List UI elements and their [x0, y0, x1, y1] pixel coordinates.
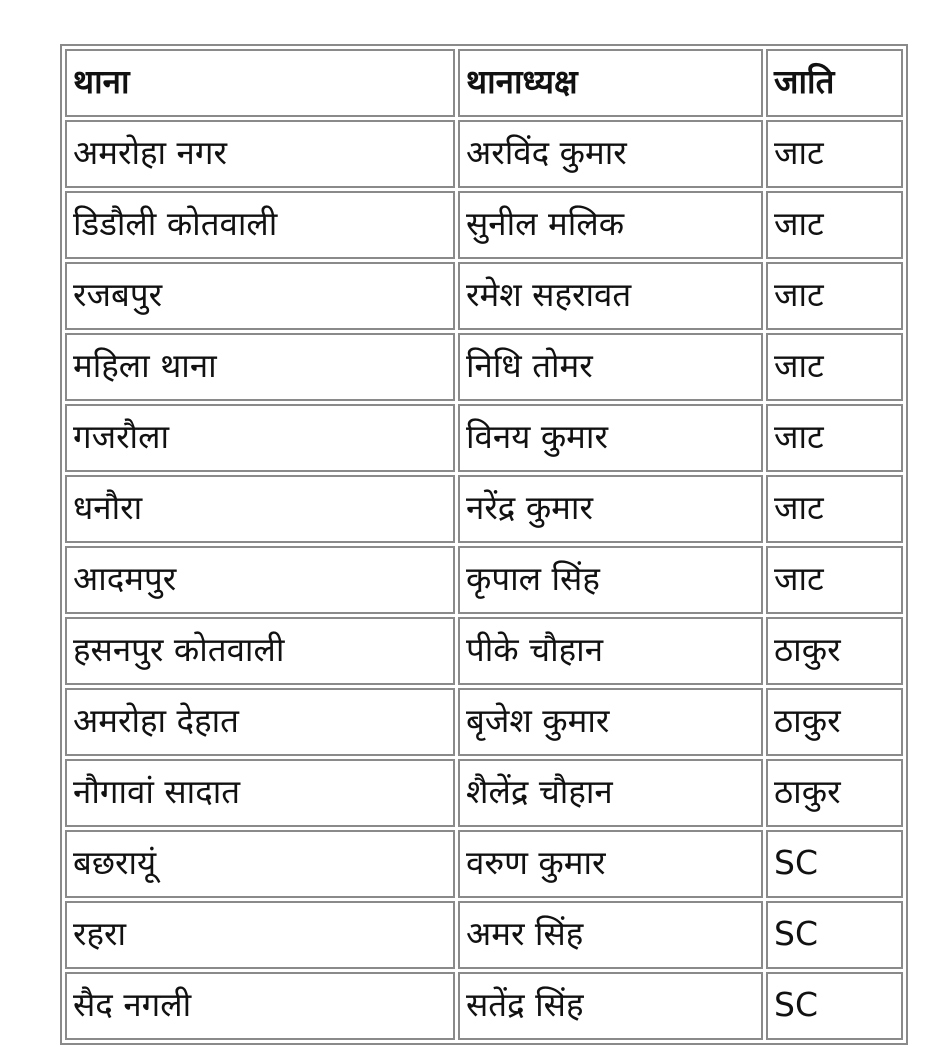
header-officer: थानाध्यक्ष [458, 49, 763, 117]
cell-officer: नरेंद्र कुमार [458, 475, 763, 543]
cell-officer: वरुण कुमार [458, 830, 763, 898]
table-row [65, 191, 903, 259]
table-row [65, 404, 903, 472]
cell-caste: ठाकुर [766, 759, 903, 827]
cell-station: हसनपुर कोतवाली [65, 617, 455, 685]
police-station-table [60, 44, 908, 1045]
header-caste: जाति [766, 49, 903, 117]
table-header [65, 49, 903, 117]
cell-station: रजबपुर [65, 262, 455, 330]
cell-caste: SC [766, 901, 903, 969]
cell-caste: जाट [766, 191, 903, 259]
cell-station: रहरा [65, 901, 455, 969]
cell-caste: जाट [766, 546, 903, 614]
cell-officer: शैलेंद्र चौहान [458, 759, 763, 827]
table-row [65, 475, 903, 543]
cell-caste: जाट [766, 333, 903, 401]
cell-station: अमरोहा देहात [65, 688, 455, 756]
table-row [65, 901, 903, 969]
table-row [65, 617, 903, 685]
table-row [65, 546, 903, 614]
cell-officer: विनय कुमार [458, 404, 763, 472]
cell-officer: सतेंद्र सिंह [458, 972, 763, 1040]
cell-officer: पीके चौहान [458, 617, 763, 685]
cell-officer: रमेश सहरावत [458, 262, 763, 330]
cell-caste: जाट [766, 120, 903, 188]
cell-caste: जाट [766, 475, 903, 543]
cell-station: सैद नगली [65, 972, 455, 1040]
cell-station: महिला थाना [65, 333, 455, 401]
cell-officer: बृजेश कुमार [458, 688, 763, 756]
cell-station: गजरौला [65, 404, 455, 472]
cell-caste: जाट [766, 404, 903, 472]
table-row [65, 262, 903, 330]
table-row [65, 120, 903, 188]
cell-officer: कृपाल सिंह [458, 546, 763, 614]
header-station: थाना [65, 49, 455, 117]
table-body [65, 120, 903, 1040]
cell-station: आदमपुर [65, 546, 455, 614]
cell-caste: SC [766, 830, 903, 898]
cell-officer: अमर सिंह [458, 901, 763, 969]
table-row [65, 830, 903, 898]
cell-station: डिडौली कोतवाली [65, 191, 455, 259]
cell-caste: ठाकुर [766, 688, 903, 756]
cell-station: धनौरा [65, 475, 455, 543]
table-row [65, 972, 903, 1040]
table-row [65, 333, 903, 401]
table-container [60, 44, 906, 1045]
header-row [65, 49, 903, 117]
cell-caste: SC [766, 972, 903, 1040]
cell-station: बछरायूं [65, 830, 455, 898]
cell-officer: निधि तोमर [458, 333, 763, 401]
cell-station: अमरोहा नगर [65, 120, 455, 188]
table-row [65, 759, 903, 827]
cell-station: नौगावां सादात [65, 759, 455, 827]
cell-caste: ठाकुर [766, 617, 903, 685]
cell-officer: अरविंद कुमार [458, 120, 763, 188]
cell-caste: जाट [766, 262, 903, 330]
table-row [65, 688, 903, 756]
cell-officer: सुनील मलिक [458, 191, 763, 259]
